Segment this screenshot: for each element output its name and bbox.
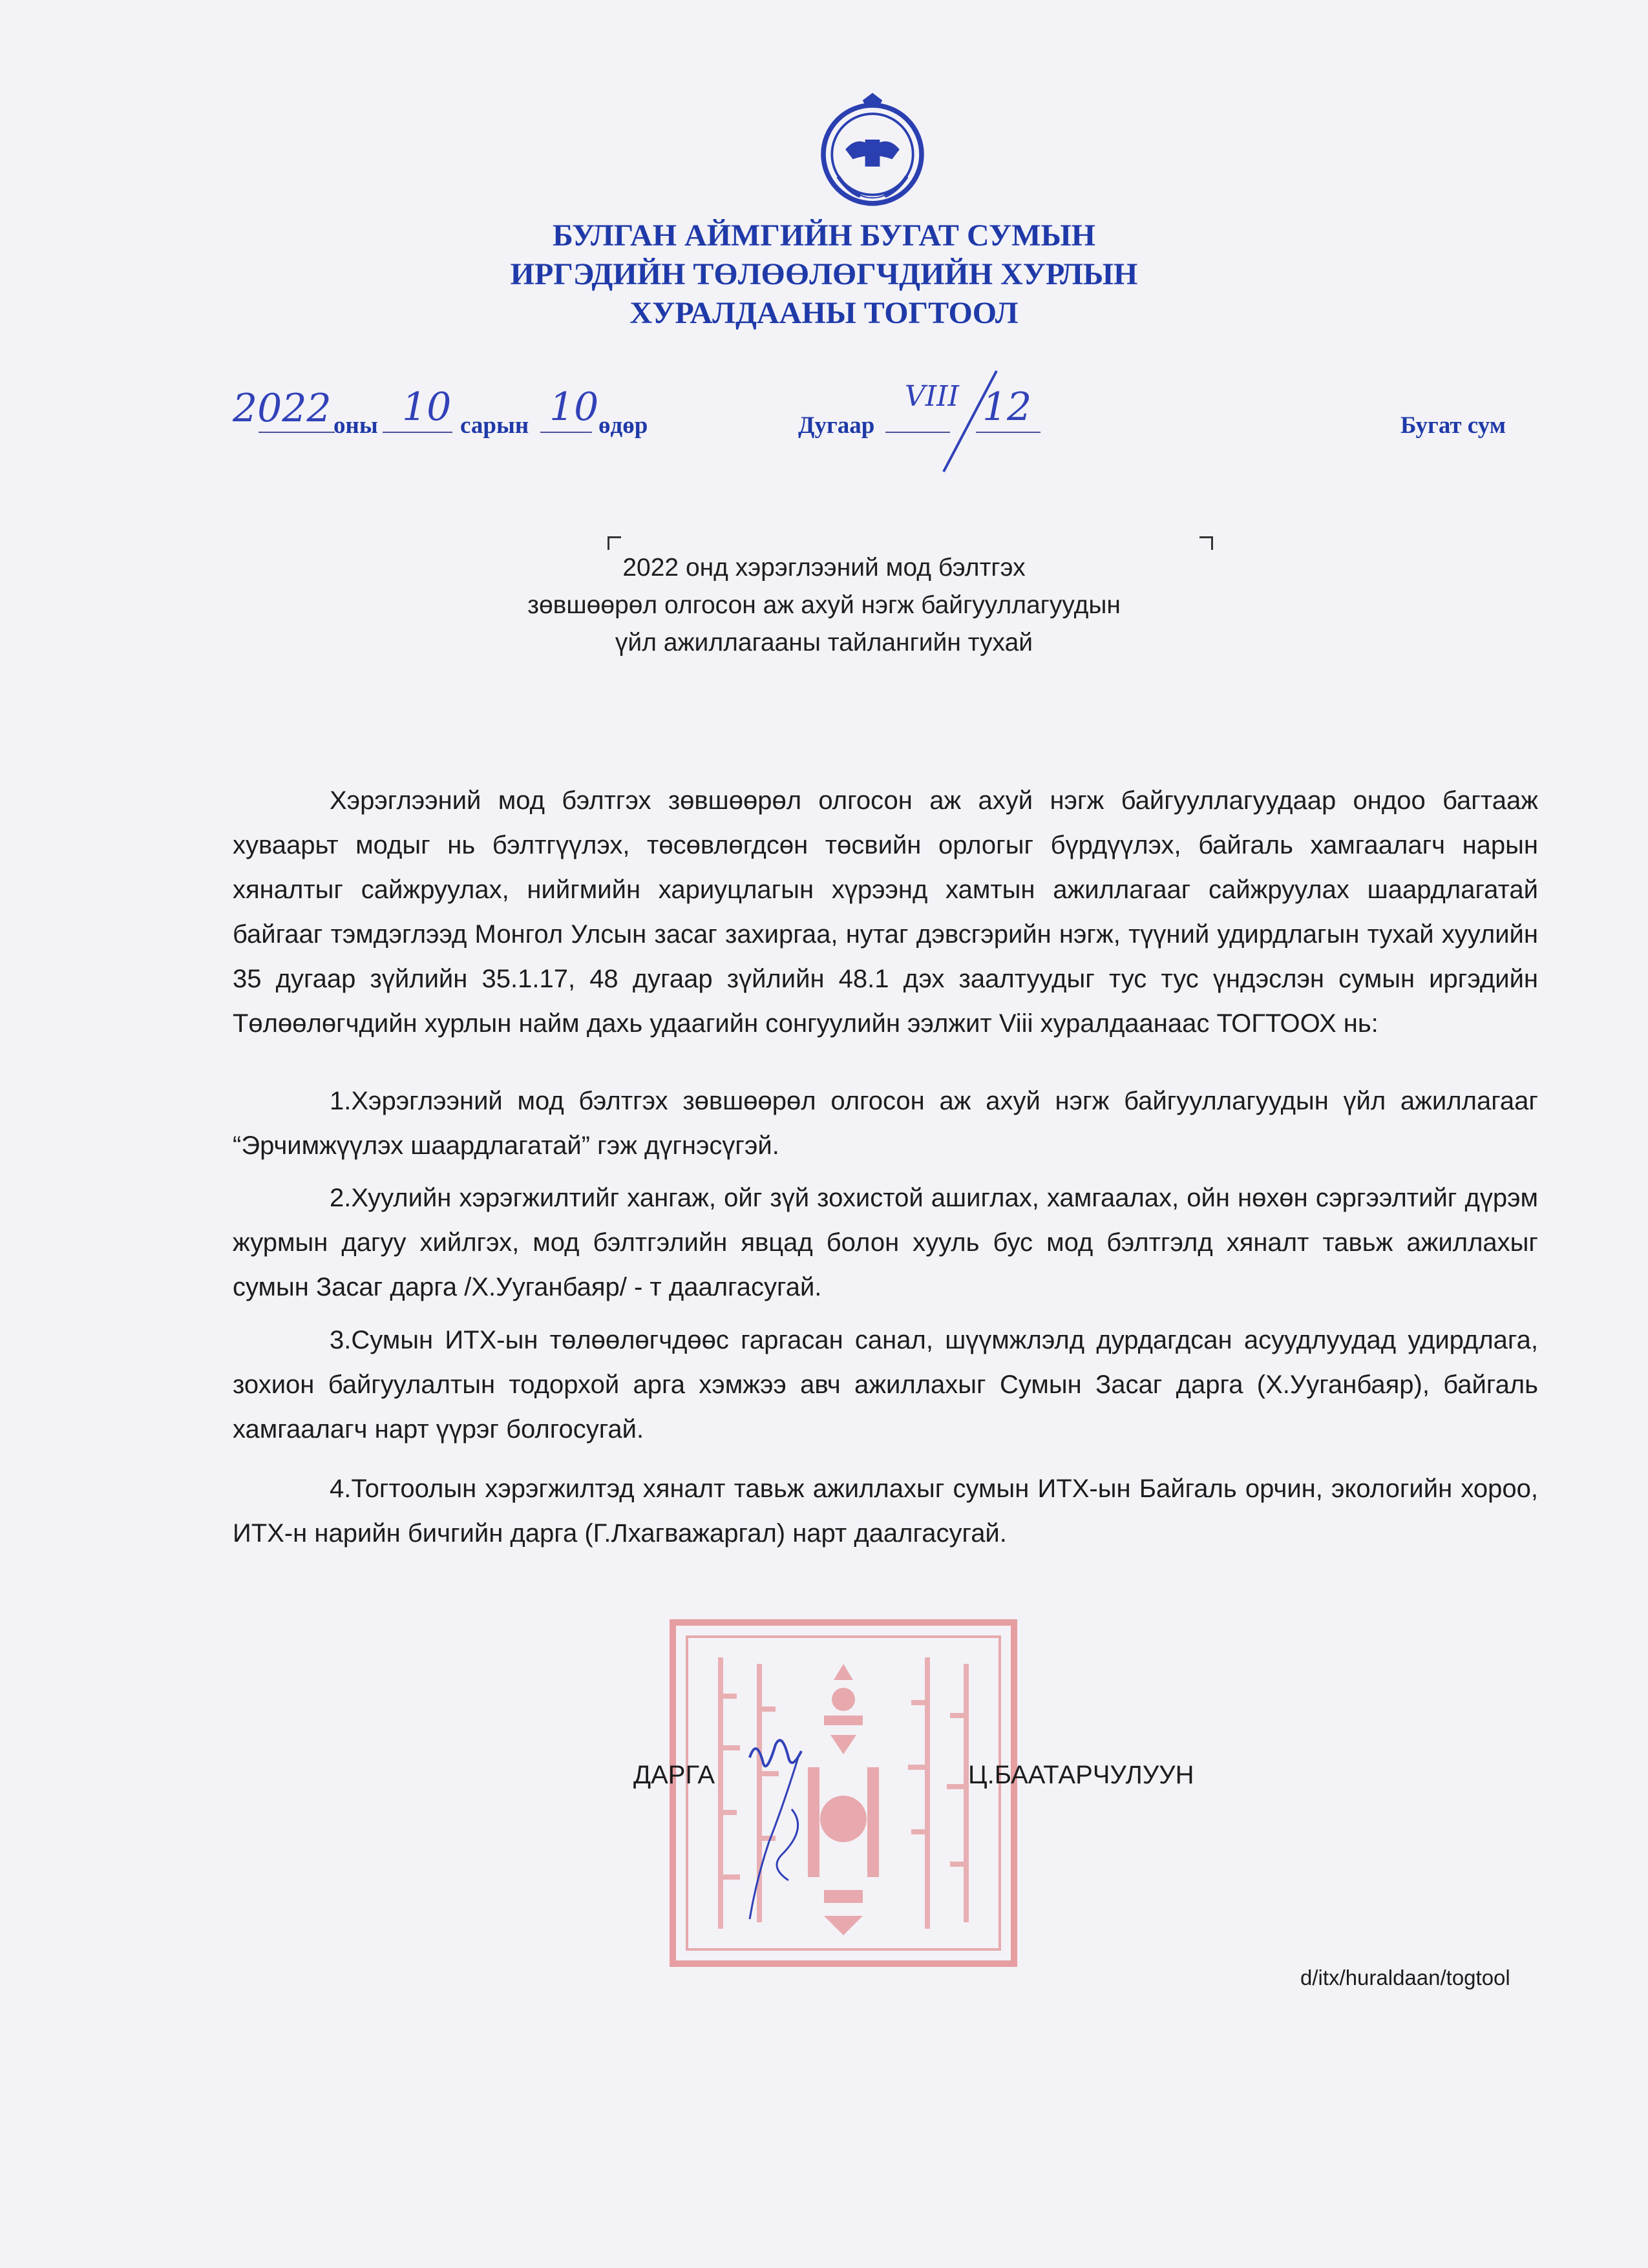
year-suffix: оны: [333, 412, 378, 439]
month-underline: [383, 432, 452, 433]
subject-line-2: зөвшөөрөл олгосон аж ахуй нэгж байгууллагуудын: [527, 591, 1121, 619]
resolution-item-3: 3.Сумын ИТХ-ын төлөөлөгчдөөс гаргасан санал, шүүмжлэлд дурдагдсан асуудлуудад удирдлага, зохион байгуулалтын тодорхой арга хэмжээ авч ажиллахыг Сумын Засаг дарга (Х.Ууганбаяр), байгаль хамгаалагч нарт үүрэг болгосугай.: [233, 1326, 1538, 1444]
signatory-name: Ц.БААТАРЧУЛУУН: [968, 1761, 1194, 1789]
resolution-item-1: 1.Хэрэглээний мод бэлтгэх зөвшөөрөл олгосон аж ахуй нэгж байгууллагуудын үйл ажиллагааг “Эрчимжүүлэх шаардлагатай” гэж дүгнэсүгэй.: [233, 1087, 1538, 1160]
date-number-line: [233, 380, 1590, 439]
month-label: сарын: [460, 412, 529, 439]
resolution-item-4: 4.Тогтоолын хэрэгжилтэд хяналт тавьж ажиллахыг сумын ИТХ-ын Байгаль орчин, экологийн хороо, ИТХ-н нарийн бичгийн дарга (Г.Лхагважаргал) нарт даалгасугай.: [233, 1475, 1538, 1548]
place-name: Бугат сум: [1400, 412, 1506, 439]
subject-corner-left: [607, 536, 621, 550]
subject-line-1: 2022 онд хэрэглээний мод бэлтгэх: [622, 554, 1026, 582]
handwritten-signature-icon: [730, 1732, 834, 1926]
resolution-number: 12: [982, 384, 1032, 430]
resolution-item-2: 2.Хуулийн хэрэгжилтийг хангаж, ойг зүй зохистой ашиглах, хамгаалах, ойн нөхөн сэргээлтийг дүрэм журмын дагуу хийлгэх, мод бэлтгэлийн явцад болон хууль бус мод бэлтгэлд хяналт тавьж ажиллахыг сумын Засаг дарга /Х.Ууганбаяр/ - т даалгасугай.: [233, 1184, 1538, 1301]
subject-corner-right: [1199, 536, 1213, 550]
resolution-underline: [976, 432, 1041, 433]
year-value: 2022: [233, 386, 332, 431]
document-path: d/itx/huraldaan/togtool: [1300, 1966, 1510, 1990]
signatory-title: ДАРГА: [633, 1761, 715, 1789]
mongolian-state-emblem-icon: [811, 90, 934, 213]
preamble-paragraph: Хэрэглээний мод бэлтгэх зөвшөөрөл олгосон аж ахуй нэгж байгууллагуудаар ондоо багтааж хуваарьт модыг нь бэлтгүүлэх, төсөвлөгдсөн төсвийн орлогыг бүрдүүлэх, байгаль хамгаалагч нарын хяналтыг сайжруулах, нийгмийн хариуцлагын хүрээнд хамтын ажиллагааг сайжруулах шаардлагатай байгааг тэмдэглээд Монгол Улсын засаг захиргаа, нутаг дэвсгэрийн нэгж, түүний удирдлагын тухай хуулийн 35 дугаар зүйлийн 35.1.17, 48 дугаар зүйлийн 48.1 дэх заалтуудыг тус тус үндэслэн сумын иргэдийн Төлөөлөгчдийн хурлын найм дахь удаагийн сонгуулийн ээлжит Viii хуралдаанаас ТОГТООХ нь:: [233, 786, 1538, 1038]
org-line-2: ИРГЭДИЙН ТӨЛӨӨЛӨГЧДИЙН ХУРЛЫН: [510, 257, 1138, 291]
month-value: 10: [402, 384, 452, 430]
day-label: өдөр: [598, 412, 648, 439]
session-number: VIII: [905, 380, 959, 413]
official-seal-stamp-icon: [669, 1619, 1018, 1968]
org-line-1: БУЛГАН АЙМГИЙН БУГАТ СУМЫН: [553, 218, 1095, 253]
day-underline: [540, 432, 592, 433]
day-value: 10: [549, 384, 599, 430]
number-label: Дугаар: [798, 412, 875, 439]
year-underline: [259, 432, 335, 433]
subject-line-3: үйл ажиллагааны тайлангийн тухай: [615, 629, 1033, 656]
org-line-3: ХУРАЛДААНЫ ТОГТООЛ: [629, 296, 1019, 330]
